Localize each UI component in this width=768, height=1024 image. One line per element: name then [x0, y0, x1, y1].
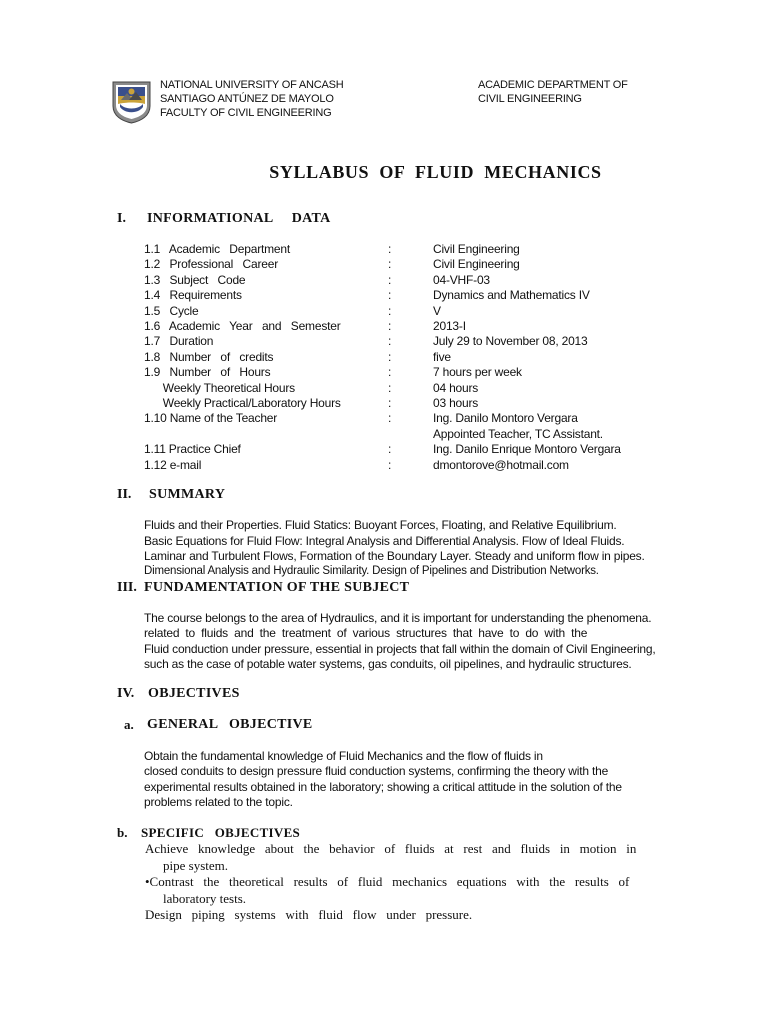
- header-university-line-3: FACULTY OF CIVIL ENGINEERING: [160, 107, 332, 119]
- specific-objective-2: •Contrast the theoretical results of fluid mechanics equations with the results of: [145, 874, 630, 889]
- info-row-colon: :: [388, 273, 392, 287]
- info-row-label: 1.6 Academic Year and Semester: [144, 319, 341, 333]
- info-row-value: Ing. Danilo Enrique Montoro Vergara: [433, 442, 621, 456]
- section-3-number: III.: [117, 580, 137, 595]
- section-1-number: I.: [117, 211, 126, 226]
- info-row-value: Dynamics and Mathematics IV: [433, 288, 590, 302]
- subsection-b-title: SPECIFIC OBJECTIVES: [141, 825, 301, 840]
- summary-line: Basic Equations for Fluid Flow: Integral Analysis and Differential Analysis. Flow of Ideal Fluids.: [144, 534, 625, 548]
- info-row-label: 1.11 Practice Chief: [144, 442, 241, 456]
- info-row-label: 1.2 Professional Career: [144, 257, 279, 271]
- info-row-colon: :: [388, 396, 392, 410]
- info-row-colon: :: [388, 319, 392, 333]
- info-row-value: 04-VHF-03: [433, 273, 490, 287]
- fundamentation-line: Fluid conduction under pressure, essential in projects that fall within the domain of Civil Engineering,: [144, 642, 656, 656]
- info-row-label: 1.4 Requirements: [144, 288, 242, 302]
- info-row-value: 04 hours: [433, 381, 479, 395]
- summary-line: Fluids and their Properties. Fluid Statics: Buoyant Forces, Floating, and Relative Equilibrium.: [144, 518, 617, 532]
- info-row-colon: :: [388, 334, 392, 348]
- general-objective-line: problems related to the topic.: [144, 795, 293, 809]
- section-4-title: OBJECTIVES: [148, 686, 240, 701]
- info-row-colon: :: [388, 242, 392, 256]
- specific-objective-3: Design piping systems with fluid flow under pressure.: [145, 907, 473, 922]
- info-row-colon: :: [388, 365, 392, 379]
- subsection-a-number: a.: [124, 717, 134, 732]
- specific-objective-1: Achieve knowledge about the behavior of fluids at rest and fluids in motion in: [145, 841, 637, 856]
- info-row-value: 03 hours: [433, 396, 479, 410]
- fundamentation-line: related to fluids and the treatment of various structures that have to do with the: [144, 626, 588, 640]
- info-row-colon: :: [388, 442, 392, 456]
- general-objective-line: experimental results obtained in the laboratory; showing a critical attitude in the solution of the: [144, 780, 622, 794]
- info-row-value: dmontorove@hotmail.com: [433, 458, 569, 472]
- info-row-value: July 29 to November 08, 2013: [433, 334, 588, 348]
- info-row-colon: :: [388, 257, 392, 271]
- info-row-colon: :: [388, 304, 392, 318]
- specific-objective-1-continued: pipe system.: [163, 858, 228, 873]
- info-row-value: 7 hours per week: [433, 365, 522, 379]
- header-department-line-2: CIVIL ENGINEERING: [478, 93, 582, 105]
- info-row-value: 2013-I: [433, 319, 466, 333]
- info-row-label: Weekly Practical/Laboratory Hours: [144, 396, 341, 410]
- info-row-value: Civil Engineering: [433, 242, 520, 256]
- info-row-label: 1.8 Number of credits: [144, 350, 274, 364]
- subsection-b-number: b.: [117, 825, 128, 840]
- summary-line: Laminar and Turbulent Flows, Formation of the Boundary Layer. Steady and uniform flow in pipes.: [144, 549, 645, 563]
- section-4-number: IV.: [117, 686, 135, 701]
- fundamentation-line: such as the case of potable water systems, gas conduits, oil pipelines, and hydraulic structures.: [144, 657, 632, 671]
- header-university-line-1: NATIONAL UNIVERSITY OF ANCASH: [160, 79, 344, 91]
- header-university-line-2: SANTIAGO ANTÚNEZ DE MAYOLO: [160, 93, 334, 105]
- info-row-label: 1.1 Academic Department: [144, 242, 291, 256]
- info-row-colon: :: [388, 288, 392, 302]
- general-objective-line: Obtain the fundamental knowledge of Fluid Mechanics and the flow of fluids in: [144, 749, 543, 763]
- info-row-label: 1.10 Name of the Teacher: [144, 411, 278, 425]
- university-shield-icon: [111, 80, 152, 124]
- section-2-title: SUMMARY: [149, 487, 226, 502]
- info-row-label: Weekly Theoretical Hours: [144, 381, 295, 395]
- document-title: SYLLABUS OF FLUID MECHANICS: [269, 162, 602, 182]
- header-department-line-1: ACADEMIC DEPARTMENT OF: [478, 79, 628, 91]
- general-objective-line: closed conduits to design pressure fluid conduction systems, confirming the theory with the: [144, 764, 609, 778]
- info-row-colon: :: [388, 350, 392, 364]
- info-row-colon: :: [388, 458, 392, 472]
- summary-line: Dimensional Analysis and Hydraulic Similarity. Design of Pipelines and Distribution Networks.: [144, 565, 599, 577]
- info-row-value: Civil Engineering: [433, 257, 520, 271]
- subsection-a-title: GENERAL OBJECTIVE: [147, 717, 313, 732]
- section-2-number: II.: [117, 487, 132, 502]
- info-row-value: Ing. Danilo Montoro Vergara: [433, 411, 578, 425]
- section-1-title: INFORMATIONAL DATA: [147, 211, 331, 226]
- section-3-title: FUNDAMENTATION OF THE SUBJECT: [144, 580, 410, 595]
- info-row-label: 1.9 Number of Hours: [144, 365, 271, 379]
- info-row-value: five: [433, 350, 451, 364]
- info-row-label: 1.3 Subject Code: [144, 273, 246, 287]
- info-row-label: 1.5 Cycle: [144, 304, 199, 318]
- specific-objective-2-continued: laboratory tests.: [163, 891, 247, 906]
- info-row-colon: :: [388, 411, 392, 425]
- fundamentation-line: The course belongs to the area of Hydraulics, and it is important for understanding the phenomena.: [144, 611, 652, 625]
- info-row-value: Appointed Teacher, TC Assistant.: [433, 427, 603, 441]
- info-row-colon: :: [388, 381, 392, 395]
- info-row-label: 1.7 Duration: [144, 334, 214, 348]
- info-row-value: V: [433, 304, 441, 318]
- university-logo: [111, 80, 152, 124]
- info-row-label: 1.12 e-mail: [144, 458, 202, 472]
